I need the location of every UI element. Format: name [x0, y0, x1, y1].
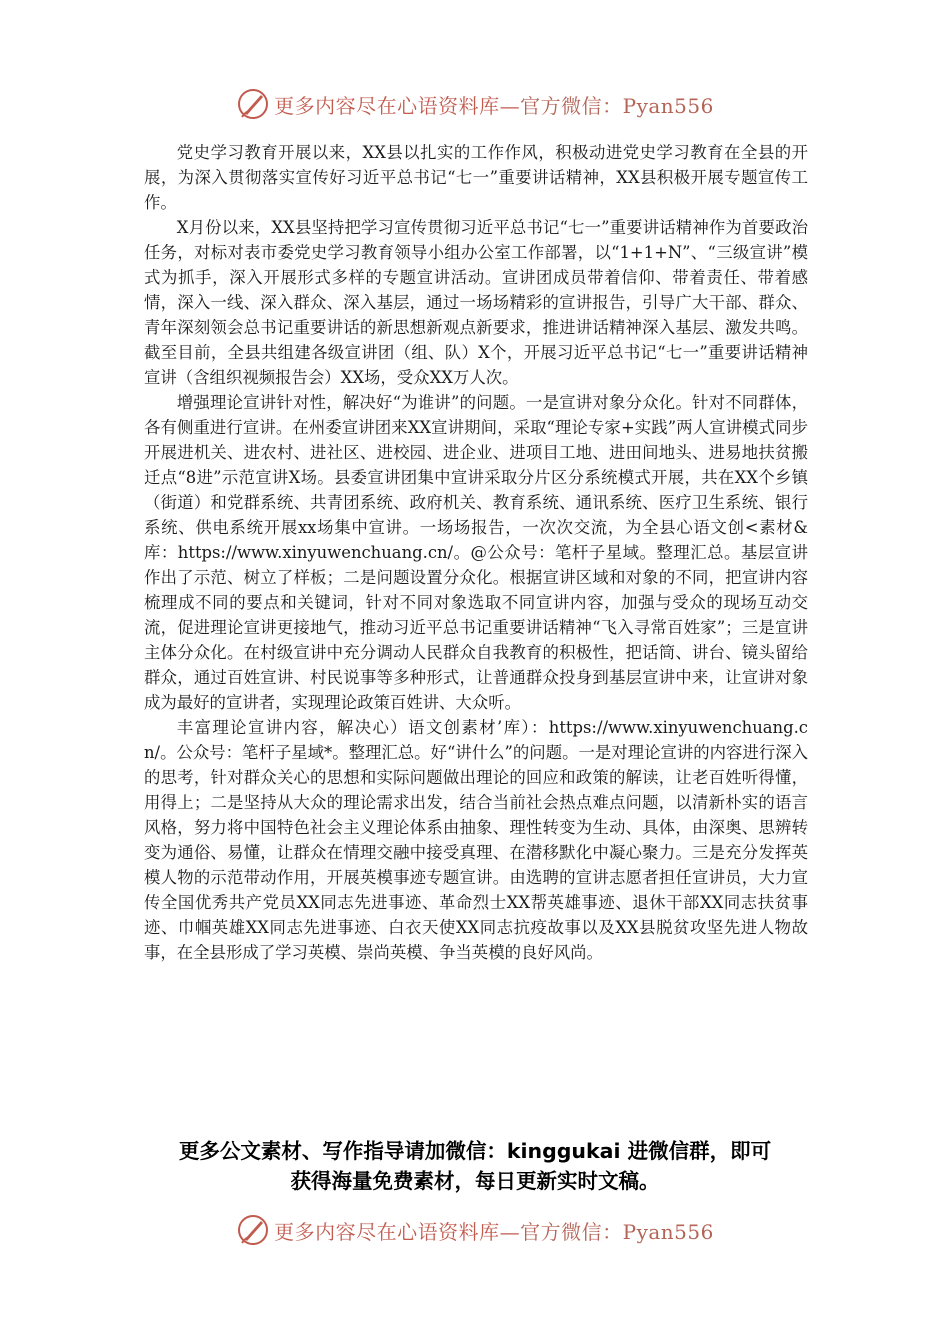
banner-text: 更多内容尽在心语资料库—官方微信：Pyan556 [274, 93, 714, 118]
wechat-promo [100, 1136, 850, 1196]
quill-logo-icon [236, 1213, 270, 1247]
paragraph-2: X月份以来，XX县坚持把学习宣传贯彻习近平总书记“七一”重要讲话精神作为首要政治任务，对标对表市委党史学习教育领导小组办公室工作部署，以“1+1+N”、“三级宣讲”模式为抓手，深入开展形式多样的专题宣讲活动。宣讲团成员带着信仰、带着责任、带着感情，深入一线、深入群众、深入基层，通过一场场精彩的宣讲报告，引导广大干部、群众、青年深刻领会总书记重要讲话的新思想新观点新要求，推进讲话精神深入基层、激发共鸣。截至目前，全县共组建各级宣讲团（组、队）X个，开展习近平总书记“七一”重要讲话精神宣讲（含组织视频报告会）XX场，受众XX万人次。 [144, 218, 808, 387]
article-body [144, 140, 808, 965]
paragraph-4: 丰富理论宣讲内容，解决心）语文创素材’库）：https://www.xinyuwenchuang.cn/。公众号：笔杆子星域*。整理汇总。好“讲什么”的问题。一是对理论宣讲的内容进行深入的思考，针对群众关心的思想和实际问题做出理论的回应和政策的解读，让老百姓听得懂，用得上；二是坚持从大众的理论需求出发，结合当前社会热点难点问题，以清新朴实的语言风格，努力将中国特色社会主义理论体系由抽象、理性转变为生动、具体，由深奥、思辨转变为通俗、易懂，让群众在情理交融中接受真理、在潜移默化中凝心聚力。三是充分发挥英模人物的示范带动作用，开展英模事迹专题宣讲。由选聘的宣讲志愿者担任宣讲员，大力宣传全国优秀共产党员XX同志先进事迹、革命烈士XX帮英雄事迹、退休干部XX同志扶贫事迹、巾帼英雄XX同志先进事迹、白衣天使XX同志抗疫故事以及XX县脱贫攻坚先进人物故事，在全县形成了学习英模、崇尚英模、争当英模的良好风尚。 [144, 718, 808, 962]
paragraph-3: 增强理论宣讲针对性，解决好“为谁讲”的问题。一是宣讲对象分众化。针对不同群体，各有侧重进行宣讲。在州委宣讲团来XX宣讲期间，采取“理论专家+实践”两人宣讲模式同步开展进机关、进农村、进社区、进校园、进企业、进项目工地、进田间地头、进易地扶贫搬迁点“8进”示范宣讲X场。县委宣讲团集中宣讲采取分片区分系统模式开展，共在XX个乡镇（街道）和党群系统、共青团系统、政府机关、教育系统、通讯系统、医疗卫生系统、银行系统、供电系统开展xx场集中宣讲。一场场报告，一次次交流，为全县心语文创<素材&库：https://www.xinyuwenchuang.cn/。@公众号：笔杆子星域。整理汇总。基层宣讲作出了示范、树立了样板；二是问题设置分众化。根据宣讲区域和对象的不同，把宣讲内容梳理成不同的要点和关键词，针对不同对象选取不同宣讲内容，加强与受众的现场互动交流，促进理论宣讲更接地气，推动习近平总书记重要讲话精神“飞入寻常百姓家”；三是宣讲主体分众化。在村级宣讲中充分调动人民群众自我教育的积极性，把话筒、讲台、镜头留给群众，通过百姓宣讲、村民说事等多种形式，让普通群众投身到基层宣讲中来，让宣讲对象成为最好的宣讲者，实现理论政策百姓讲、大众听。 [144, 393, 808, 712]
footer-banner [0, 1210, 950, 1250]
promo-line-2: 获得海量免费素材，每日更新实时文稿。 [290, 1169, 660, 1193]
banner-text: 更多内容尽在心语资料库—官方微信：Pyan556 [274, 1219, 714, 1244]
header-banner [0, 84, 950, 124]
promo-line-1: 更多公文素材、写作指导请加微信：kinggukai 进微信群，即可 [178, 1139, 772, 1163]
paragraph-1: 党史学习教育开展以来，XX县以扎实的工作作风，积极动进党史学习教育在全县的开展，为深入贯彻落实宣传好习近平总书记“七一”重要讲话精神，XX县积极开展专题宣传工作。 [144, 143, 808, 212]
quill-logo-icon [236, 87, 270, 121]
